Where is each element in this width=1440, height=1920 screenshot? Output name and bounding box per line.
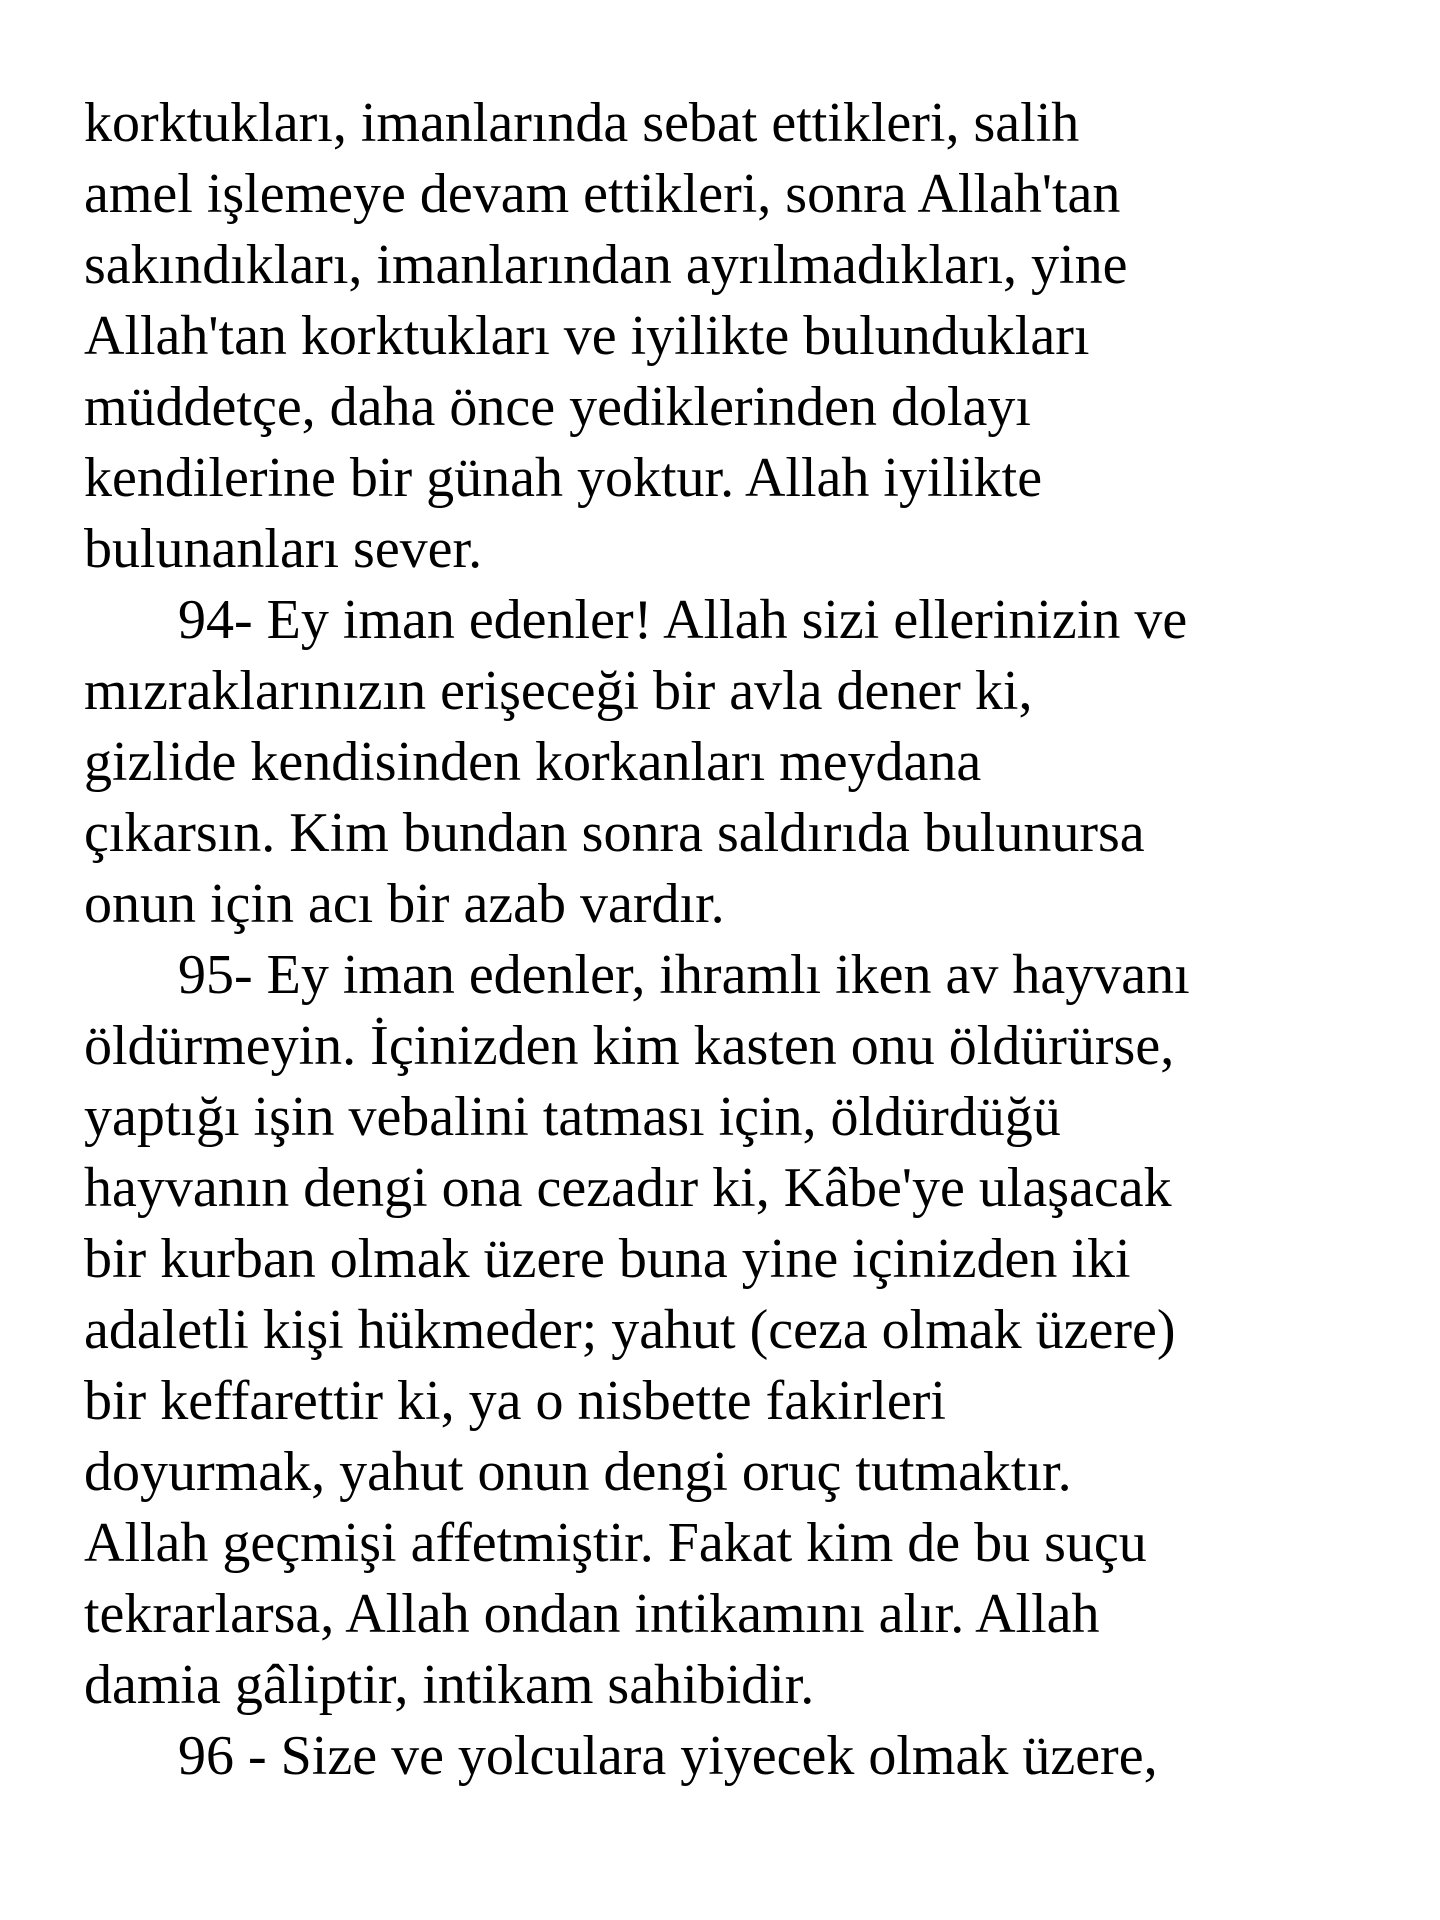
text-line: Allah'tan korktukları ve iyilikte bulundukları	[84, 305, 1090, 367]
text-line: öldürmeyin. İçinizden kim kasten onu öldürürse,	[84, 1015, 1175, 1077]
text-line: yaptığı işin vebalini tatması için, öldürdüğü	[84, 1086, 1061, 1148]
verse-94-start: 94- Ey iman edenler! Allah sizi ellerinizin ve	[178, 589, 1188, 651]
document-page	[84, 88, 1384, 1792]
text-line: tekrarlarsa, Allah ondan intikamını alır. Allah	[84, 1583, 1100, 1645]
text-line: hayvanın dengi ona cezadır ki, Kâbe'ye ulaşacak	[84, 1157, 1172, 1219]
text-line: damia gâliptir, intikam sahibidir.	[84, 1654, 815, 1716]
text-line: bir keffarettir ki, ya o nisbette fakirleri	[84, 1370, 946, 1432]
text-line: gizlide kendisinden korkanları meydana	[84, 731, 982, 793]
text-line: amel işlemeye devam ettikleri, sonra Allah'tan	[84, 163, 1121, 225]
text-line: Allah geçmişi affetmiştir. Fakat kim de bu suçu	[84, 1512, 1147, 1574]
verse-96-start: 96 - Size ve yolculara yiyecek olmak üzere,	[178, 1725, 1158, 1787]
verse-95-start: 95- Ey iman edenler, ihramlı iken av hayvanı	[178, 944, 1190, 1006]
text-line: adaletli kişi hükmeder; yahut (ceza olmak üzere)	[84, 1299, 1176, 1361]
text-line: onun için acı bir azab vardır.	[84, 873, 725, 935]
text-line: sakındıkları, imanlarından ayrılmadıkları, yine	[84, 234, 1128, 296]
text-line: kendilerine bir günah yoktur. Allah iyilikte	[84, 447, 1043, 509]
text-line: çıkarsın. Kim bundan sonra saldırıda bulunursa	[84, 802, 1145, 864]
text-line: mızraklarınızın erişeceği bir avla dener ki,	[84, 660, 1033, 722]
text-line: korktukları, imanlarında sebat ettikleri, salih	[84, 92, 1080, 154]
text-line: müddetçe, daha önce yediklerinden dolayı	[84, 376, 1031, 438]
text-line: bulunanları sever.	[84, 518, 483, 580]
text-line: doyurmak, yahut onun dengi oruç tutmaktır.	[84, 1441, 1072, 1503]
text-line: bir kurban olmak üzere buna yine içinizden iki	[84, 1228, 1131, 1290]
